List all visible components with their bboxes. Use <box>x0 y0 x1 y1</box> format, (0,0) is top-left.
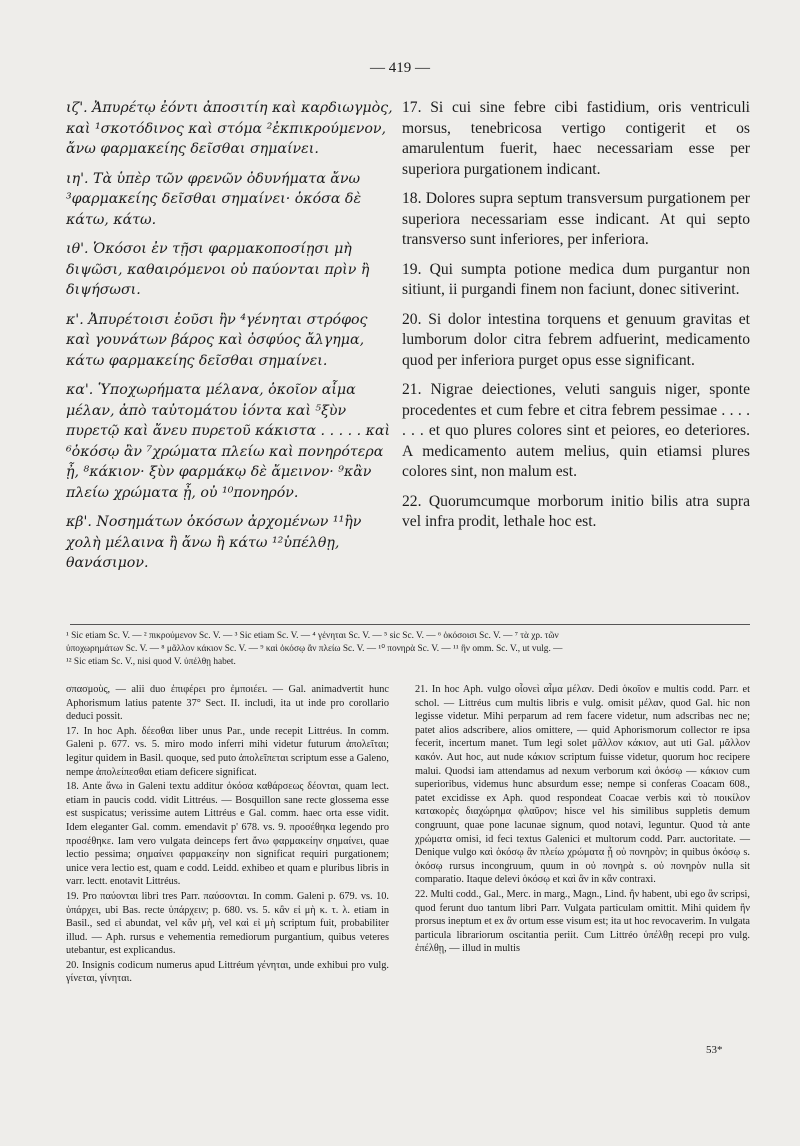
greek-aphorism: ιθ'. Ὁκόσοι ἐν τῇσι φαρμακοποσίῃσι μὴ διψῶσι, καθαιρόμενοι οὐ παύονται πρὶν ἢ διψήσωσι. <box>66 241 370 298</box>
latin-aphorism: 17. Si cui sine febre cibi fastidium, oris ventriculi morsus, tenebricosa vertigo contigerit et os amarulentum fuerit, haec necessariam esse per superiora purgationem indicant. <box>402 99 750 178</box>
greek-aphorism: κβ'. Νοσημάτων ὁκόσων ἀρχομένων ¹¹ἢν χολὴ μέλαινα ἢ ἄνω ἢ κάτω ¹²ὑπέλθῃ, θανάσιμον. <box>66 514 362 571</box>
footnote-line: ¹ Sic etiam Sc. V. — ² πικρούμενον Sc. V. — ³ Sic etiam Sc. V. — ⁴ γένηται Sc. V. — ⁵ sic Sc. V. — ⁶ ὁκόσοισι Sc. V. — ⁷ τὰ χρ. τῶν <box>66 631 559 641</box>
greek-aphorism: ιζ'. Ἀπυρέτῳ ἐόντι ἀποσιτίη καὶ καρδιωγμὸς, καὶ ¹σκοτόδινος καὶ στόμα ²ἐκπικρούμενον, ἄνω φαρμακείης δεῖσθαι σημαίνει. <box>66 100 393 157</box>
commentary-right-column <box>415 683 750 957</box>
latin-translation-column <box>402 98 750 542</box>
latin-aphorism: 18. Dolores supra septum transversum purgationem per superiora necessariam esse indicant. At qui septo transverso sunt inferiores, per inferiora. <box>402 190 750 248</box>
variant-footnotes <box>66 630 750 669</box>
commentary-note: 19. Pro παύονται libri tres Parr. παύσονται. In comm. Galeni p. 679. vs. 10. ὑπάρχει, ubi Bas. recte ὑπάρχειν; p. 680. vs. 5. κἂν εἰ μὴ κ. τ. λ. etiam in Basil., sed εἰ abundat, vel κἂν μὴ, vel καὶ εἰ μὴ scriptum fuit, probabiliter illud. — Aph. rursus e vehementia remediorum purgantium, quibus veteres utebantur, est explicandus. <box>66 890 389 957</box>
latin-aphorism: 21. Nigrae deiectiones, veluti sanguis niger, sponte procedentes et cum febre et citra febrem pessimae . . . . . . . et quo plures colores sint et peiores, eo deteriores. A medicamento autem melius, quin etiamsi plures colores sint, non malum est. <box>402 381 750 480</box>
footnote-line: ὑποχωρημάτων Sc. V. — ⁸ μᾶλλον κάκιον Sc. V. — ⁹ καὶ ὁκόσῳ ἂν πλείω Sc. V. — ¹⁰ πονηρὰ Sc. V. — ¹¹ ἢν omm. Sc. V., ut vulg. — <box>66 644 563 654</box>
commentary-left-column <box>66 683 389 987</box>
commentary-note: 21. In hoc Aph. vulgo οἷονεὶ αἷμα μέλαν. Dedi ὁκοῖον e multis codd. Parr. et schol. — Littréus cum multis libris e vulg. omisit μέλαν, quod Gal. hic non legisse videtur. Mihi perparum ad rem facere videtur, num adscribas nec ne; patet alios adscribere, alios omittere, — quid Aphorismorum collector re ipsa fecerit, incertum manet. Tum legi solet μᾶλλον κάκιον, aut uti Gal. μᾶλλον κακόν. Aut hoc, aut nude κάκιον scriptum fuisse videtur, quorum hoc recipere malui. Quodsi iam attendamus ad nexum verborum καὶ ὁκόσῳ — κάκιον cum superioribus, videmus hunc absurdum esse; nempe si conferas Coacam 608., patet excidisse ex Aph. quod respondeat Coacae verbis καὶ τὸ ποικίλον κατακορὲς διαχώρημα φλαῦρον; hisce vel his similibus suppletis demum congruunt, quae pone lacunae signum, quod notavi, leguntur. Quod τὰ ante χρώματα omisi, id feci textus Galenici et multorum codd. Parr. auctoritate. — Denique vulgo καὶ ὁκόσῳ ἂν πλείω χρώματα ᾖ οὐ πονηρὸν; in quibus ὁκόσῳ s. ὁκόσῳ rursus incongruum, quum in οὐ πονηρὰ s. οὐ πονηρὸν nulla sit comparatio. Itaque delevi ὁκόσῳ et καὶ ἂν in κἂν contraxi. <box>415 684 750 886</box>
greek-text-column <box>66 98 396 583</box>
signature-mark: 53* <box>706 1044 723 1056</box>
greek-aphorism: ιη'. Τὰ ὑπὲρ τῶν φρενῶν ὀδυνήματα ἄνω ³φαρμακείης δεῖσθαι σημαίνει· ὁκόσα δὲ κάτω, κάτω. <box>66 170 362 228</box>
latin-aphorism: 22. Quorumcumque morborum initio bilis atra supra vel infra prodit, lethale hoc est. <box>402 492 750 530</box>
commentary-note: σπασμοὺς, — alii duo ἐπιφέρει pro ἐμποιέει. — Gal. animadvertit hunc Aphorismum latius patente 37° Sect. II. includi, ita ut inde pro corollario deduci possit. <box>66 684 389 723</box>
latin-aphorism: 19. Qui sumpta potione medica dum purgantur non sitiunt, ii purgandi finem non faciunt, donec sitiverint. <box>402 260 750 298</box>
greek-aphorism: κ'. Ἀπυρέτοισι ἐοῦσι ἢν ⁴γένηται στρόφος καὶ γουνάτων βάρος καὶ ὀσφύος ἄλγημα, κάτω φαρμακείης δεῖσθαι σημαίνει. <box>66 311 368 369</box>
footnote-divider <box>70 624 750 625</box>
commentary-note: 22. Multi codd., Gal., Merc. in marg., Magn., Lind. ἢν habent, ubi ego ἂν scripsi, quod ferunt duo tantum libri Parr. Vulgata particulam omittit. Mihi quidem ἢν prorsus ineptum et ex ἂν ortum esse visum est; ita ut hoc revocaverim. In vulgata particula librariorum oscitantia periit. Cum Littréo ὑπέλθῃ recepi pro vulg. ἐπέλθῃ, — illud in multis <box>415 888 750 955</box>
footnote-line: ¹² Sic etiam Sc. V., nisi quod V. ὑπέλθῃ habet. <box>66 657 236 667</box>
commentary-note: 18. Ante ἄνω in Galeni textu additur ὁκόσα καθάρσεως δέονται, quam lect. etiam in paucis codd. vidit Littréus. — Bosquillon sane recte glossema esse est suspicatus; verissime autem Littréus e Gal. comm. haec orta esse vidit. Idem eleganter Gal. comm. emendavit p' 678. vs. 9. προσέθηκα legendo pro προσέθηκε. Iam vero vulgata deinceps fert ἄνω φαρμακείην σημαίνει, quae lectio pessima; σημαίνει φαρμακείην non significat requiri purgationem; unice vera lectio est, quam e codd. Leidd. exhibeo et quam e pluribus libris in varr. lectt. enotavit Littréus. <box>66 781 389 888</box>
greek-aphorism: κα'. Ὑποχωρήματα μέλανα, ὁκοῖον αἷμα μέλαν, ἀπὸ ταὐτομάτου ἰόντα καὶ ⁵ξὺν πυρετῷ καὶ ἄνευ πυρετοῦ κάκιστα . . . . . καὶ ⁶ὁκόσῳ ἂν ⁷χρώματα πλείω καὶ πονηρότερα ᾖ, ⁸κάκιον· ξὺν φαρμάκῳ δὲ ἄμεινον· ⁹κἂν πλείω χρώματα ᾖ, οὐ ¹⁰πονηρόν. <box>66 382 391 501</box>
commentary-note: 20. Insignis codicum numerus apud Littréum γένηται, unde exhibui pro vulg. γίνεται, γίνηται. <box>66 959 389 985</box>
commentary-note: 17. In hoc Aph. δέεσθαι liber unus Par., unde recepit Littréus. In comm. Galeni p. 677. vs. 5. miro modo inferri mihi videtur futurum ἀπολεῖται; legitur quidem in Basil. quoque, sed puto ἀπολεῖπεται scriptum esse a Galeno, nempe ἀπολείπεσθαι etiam deficere significat. <box>66 725 389 778</box>
latin-aphorism: 20. Si dolor intestina torquens et genuum gravitas et lumborum dolor citra febrem adfuerint, medicamento quod per inferiora purget opus esse significant. <box>402 310 750 369</box>
page-number: — 419 — <box>370 60 430 76</box>
